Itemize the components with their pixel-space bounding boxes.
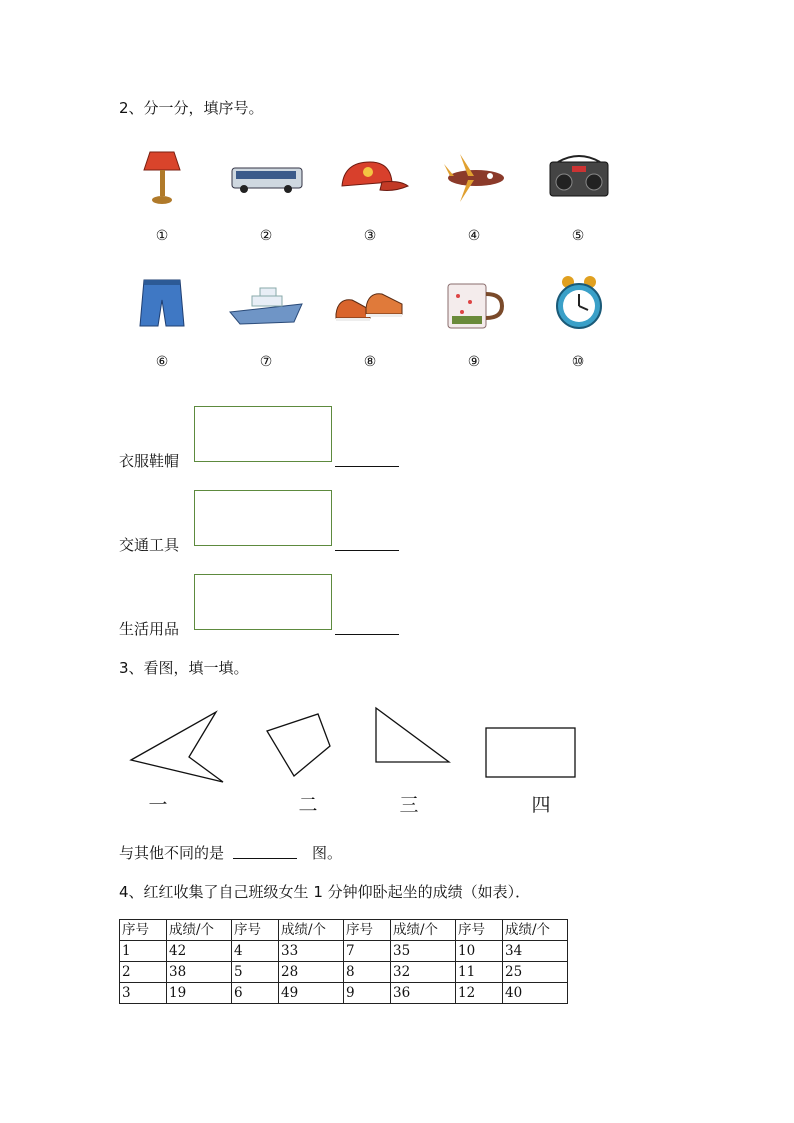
table-row (120, 941, 568, 962)
table-cell: 7 (344, 941, 391, 962)
q3-question-prefix: 与其他不同的是 (119, 844, 225, 862)
category-label-daily-goods: 生活用品 (119, 620, 180, 638)
item-number: ③ (363, 228, 377, 244)
q3-title: 3、看图，填一填。 (119, 659, 249, 677)
header-cell: 序号 (232, 920, 279, 941)
shape-label-4: 四 (531, 794, 551, 816)
table-cell: 2 (120, 962, 167, 983)
table-cell: 8 (344, 962, 391, 983)
shape-right-triangle (376, 708, 449, 762)
item-number: ⑨ (467, 354, 481, 370)
table-cell: 49 (279, 983, 344, 1004)
item-number: ⑩ (571, 354, 585, 370)
shape-label-3: 三 (399, 794, 419, 816)
q3-question-suffix: 图。 (312, 844, 343, 862)
header-cell: 序号 (120, 920, 167, 941)
table-cell: 42 (167, 941, 232, 962)
shape-label-1: 一 (148, 794, 168, 816)
q3-answer-blank[interactable] (233, 840, 297, 859)
table-cell: 12 (456, 983, 503, 1004)
item-number: ⑦ (259, 354, 273, 370)
table-header-row (120, 920, 568, 941)
table-cell: 28 (279, 962, 344, 983)
item-number: ⑥ (155, 354, 169, 370)
table-cell: 11 (456, 962, 503, 983)
table-cell: 32 (391, 962, 456, 983)
item-number: ② (259, 228, 273, 244)
q2-title: 2、分一分，填序号。 (119, 99, 264, 117)
table-cell: 4 (232, 941, 279, 962)
shape-concave-quadrilateral (131, 712, 223, 782)
table-cell: 25 (503, 962, 568, 983)
header-cell: 成绩/个 (391, 920, 456, 941)
table-cell: 9 (344, 983, 391, 1004)
table-cell: 19 (167, 983, 232, 1004)
scores-table (119, 919, 568, 1004)
shape-rectangle (486, 728, 575, 777)
table-row (120, 962, 568, 983)
item-number: ⑤ (571, 228, 585, 244)
table-cell: 38 (167, 962, 232, 983)
table-cell: 6 (232, 983, 279, 1004)
header-cell: 成绩/个 (167, 920, 232, 941)
category-label-transport: 交通工具 (119, 536, 180, 554)
table-cell: 40 (503, 983, 568, 1004)
shape-label-2: 二 (298, 794, 318, 816)
shape-quadrilateral (267, 714, 330, 776)
table-cell: 35 (391, 941, 456, 962)
table-row (120, 983, 568, 1004)
table-cell: 10 (456, 941, 503, 962)
table-cell: 33 (279, 941, 344, 962)
table-cell: 34 (503, 941, 568, 962)
item-number: ① (155, 228, 169, 244)
table-cell: 1 (120, 941, 167, 962)
q4-title: 4、红红收集了自己班级女生 1 分钟仰卧起坐的成绩（如表）． (119, 883, 531, 901)
table-cell: 5 (232, 962, 279, 983)
header-cell: 成绩/个 (279, 920, 344, 941)
table-cell: 36 (391, 983, 456, 1004)
category-label-clothing: 衣服鞋帽 (119, 452, 180, 470)
item-number: ④ (467, 228, 481, 244)
item-number: ⑧ (363, 354, 377, 370)
header-cell: 序号 (344, 920, 391, 941)
header-cell: 序号 (456, 920, 503, 941)
header-cell: 成绩/个 (503, 920, 568, 941)
table-cell: 3 (120, 983, 167, 1004)
